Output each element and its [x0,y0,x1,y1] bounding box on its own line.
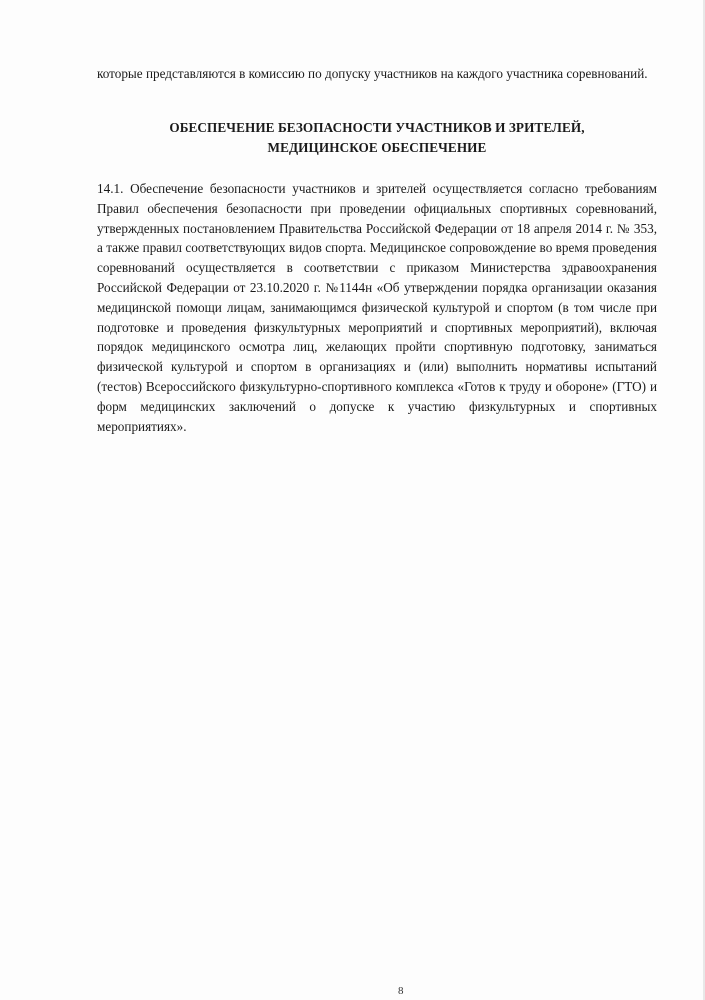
section-heading-line-2: МЕДИЦИНСКОЕ ОБЕСПЕЧЕНИЕ [267,140,487,155]
section-heading-line-1: ОБЕСПЕЧЕНИЕ БЕЗОПАСНОСТИ УЧАСТНИКОВ И ЗРИТЕЛЕЙ, [169,120,585,135]
page-number: 8 [398,985,404,997]
intro-paragraph: которые представляются в комиссию по допуску участников на каждого участника соревнований. [97,66,648,81]
section-14-1-paragraph: 14.1. Обеспечение безопасности участников и зрителей осуществляется согласно требованиям Правил обеспечения безопасности при проведении официальных спортивных соревнований, утвержденных постановлением Правительства Российской Федерации от 18 апреля 2014 г. № 353, а также правил соответствующих видов спорта. Медицинское сопровождение во время проведения соревнований осуществляется в соответствии с приказом Министерства здравоохранения Российской Федерации от 23.10.2020 г. №1144н «Об утверждении порядка организации оказания медицинской помощи лицам, занимающимся физической культурой и спортом (в том числе при подготовке и проведения физкультурных мероприятий и спортивных мероприятий), включая порядок медицинского осмотра лиц, желающих пройти спортивную подготовку, заниматься физической культурой и спортом в организациях и (или) выполнить нормативы испытаний (тестов) Всероссийского физкультурно-спортивного комплекса «Готов к труду и обороне» (ГТО) и форм медицинских заключений о допуске к участию физкультурных и спортивных мероприятиях». [97,181,657,434]
section-heading [97,118,657,158]
